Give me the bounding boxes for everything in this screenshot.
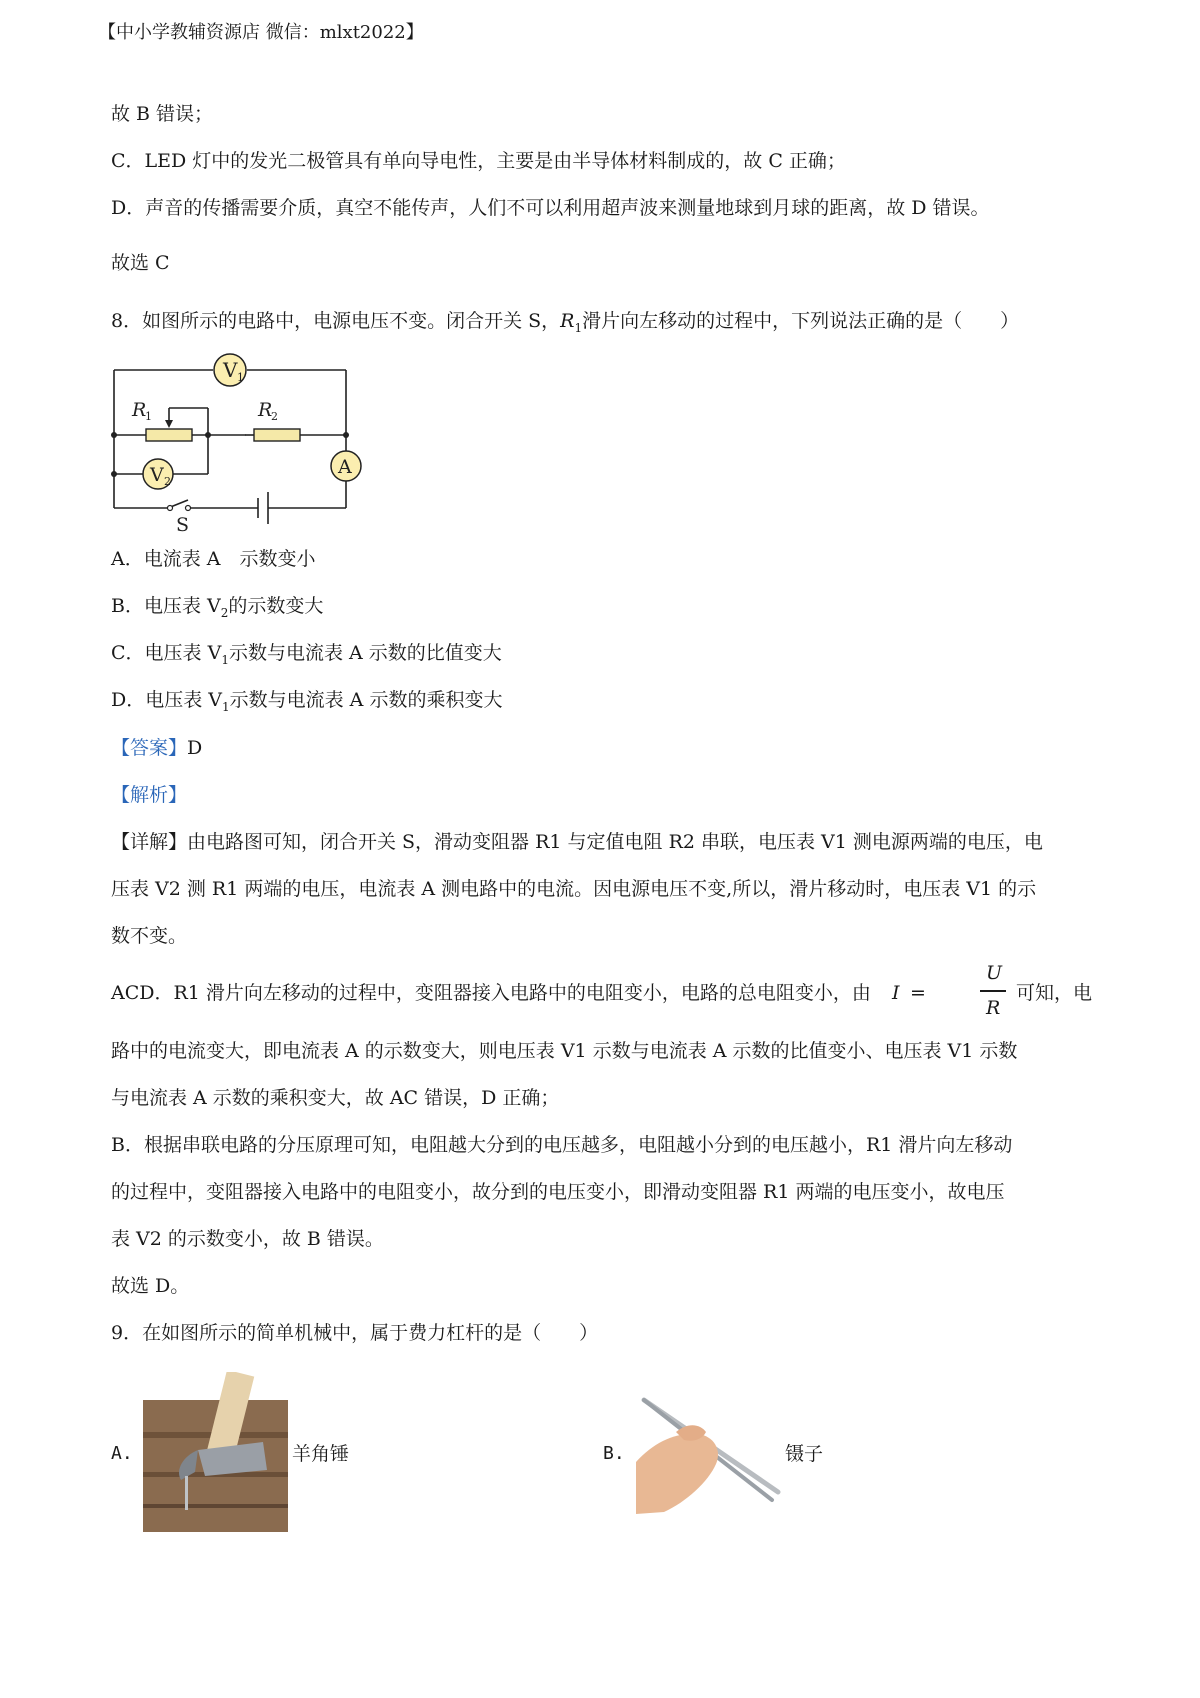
q8-option-d-sub: 1 (222, 699, 230, 714)
q7-d-line: D．声音的传播需要介质，真空不能传声，人们不可以利用超声波来测量地球到月球的距离，故 D 错误。 (111, 197, 990, 219)
q9-option-a-label: A. (111, 1443, 133, 1464)
q7-c-line: C．LED 灯中的发光二极管具有单向导电性，主要是由半导体材料制成的，故 C 正确； (111, 150, 846, 172)
q9-option-a-text: 羊角锤 (292, 1443, 350, 1465)
q7-b-line: 故 B 错误； (111, 103, 214, 125)
page-header: 【中小学教辅资源店 微信：mlxt2022】 (98, 22, 424, 43)
detail-line-1: 【详解】由电路图可知，闭合开关 S，滑动变阻器 R1 与定值电阻 R2 串联，电压表 V1 测电源两端的电压，电 (111, 831, 1043, 853)
q9-option-b-label: B. (603, 1443, 625, 1464)
resistor-r2 (254, 429, 300, 441)
analysis-label: 【解析】 (111, 784, 188, 806)
r1-label: R (132, 399, 147, 421)
answer-label: 【答案】 (111, 737, 188, 759)
tweezers-image (636, 1392, 786, 1514)
ammeter-label: A (338, 456, 352, 478)
detail-line-10: 故选 D。 (111, 1275, 190, 1297)
resistor-r1 (146, 429, 192, 441)
q8-option-c-sub: 1 (221, 652, 229, 667)
answer-value: D (187, 737, 203, 759)
fraction-bar (980, 990, 1006, 992)
q9-option-b-text: 镊子 (785, 1443, 824, 1465)
detail-line-2: 压表 V2 测 R1 两端的电压，电流表 A 测电路中的电流。因电源电压不变,所以，滑片移动时，电压表 V1 的示 (111, 878, 1037, 900)
q8-option-b-pre: B．电压表 V (111, 595, 221, 617)
q8-option-d (111, 689, 502, 714)
q8-option-c-post: 示数与电流表 A 示数的比值变大 (228, 642, 502, 664)
detail-line-3: 数不变。 (111, 925, 188, 947)
q8-option-b (111, 595, 323, 620)
q8-option-d-post: 示数与电流表 A 示数的乘积变大 (229, 689, 503, 711)
r1-sub: 1 (145, 410, 152, 423)
q8-answer (111, 737, 202, 760)
q9-stem: 9．在如图所示的简单机械中，属于费力杠杆的是（ ） (111, 1322, 599, 1344)
claw-hammer-image (143, 1372, 288, 1532)
q8-option-c (111, 642, 502, 667)
q8-option-d-pre: D．电压表 V (111, 689, 222, 711)
q8-option-a: A．电流表 A 示数变小 (111, 548, 316, 570)
detail-line-4a: ACD．R1 滑片向左移动的过程中，变阻器接入电路中的电阻变小，电路的总电阻变小，由 (111, 982, 871, 1004)
formula-denominator: R (986, 997, 1001, 1019)
q7-choice: 故选 C (111, 252, 170, 274)
circuit-diagram (108, 348, 368, 538)
q8-stem-part-a: 8．如图所示的电路中，电源电压不变。闭合开关 S， (111, 310, 561, 332)
r2-label: R (258, 399, 273, 421)
v2-sub: 2 (164, 475, 171, 488)
formula-numerator: U (986, 962, 1003, 984)
v1-label: V (223, 358, 238, 382)
q8-option-b-sub: 2 (220, 605, 229, 620)
detail-line-6: 与电流表 A 示数的乘积变大，故 AC 错误，D 正确； (111, 1087, 560, 1109)
r2-sub: 2 (271, 410, 278, 423)
v2-label: V (150, 464, 164, 486)
q8-stem-part-b: 滑片向左移动的过程中，下列说法正确的是（ ） (582, 310, 1020, 332)
q8-stem (111, 310, 1019, 335)
detail-line-4b: 可知，电 (1016, 982, 1093, 1004)
detail-line-5: 路中的电流变大，即电流表 A 的示数变大，则电压表 V1 示数与电流表 A 示数的比值变小、电压表 V1 示数 (111, 1040, 1018, 1062)
detail-line-9: 表 V2 的示数变小，故 B 错误。 (111, 1228, 384, 1250)
detail-line-7: B．根据串联电路的分压原理可知，电阻越大分到的电压越多，电阻越小分到的电压越小，R1 滑片向左移动 (111, 1134, 1013, 1156)
formula-equals: = (910, 982, 926, 1004)
slider-arrow (165, 420, 173, 428)
q8-option-b-post: 的示数变大 (228, 595, 324, 617)
switch-label: S (176, 514, 190, 536)
q8-stem-sub: 1 (574, 320, 583, 335)
v1-sub: 1 (237, 371, 244, 384)
q8-stem-r: R (560, 310, 575, 332)
q8-option-c-pre: C．电压表 V (111, 642, 222, 664)
detail-line-8: 的过程中，变阻器接入电路中的电阻变小，故分到的电压变小，即滑动变阻器 R1 两端的电压变小，故电压 (111, 1181, 1005, 1203)
formula-i: I (892, 982, 900, 1004)
